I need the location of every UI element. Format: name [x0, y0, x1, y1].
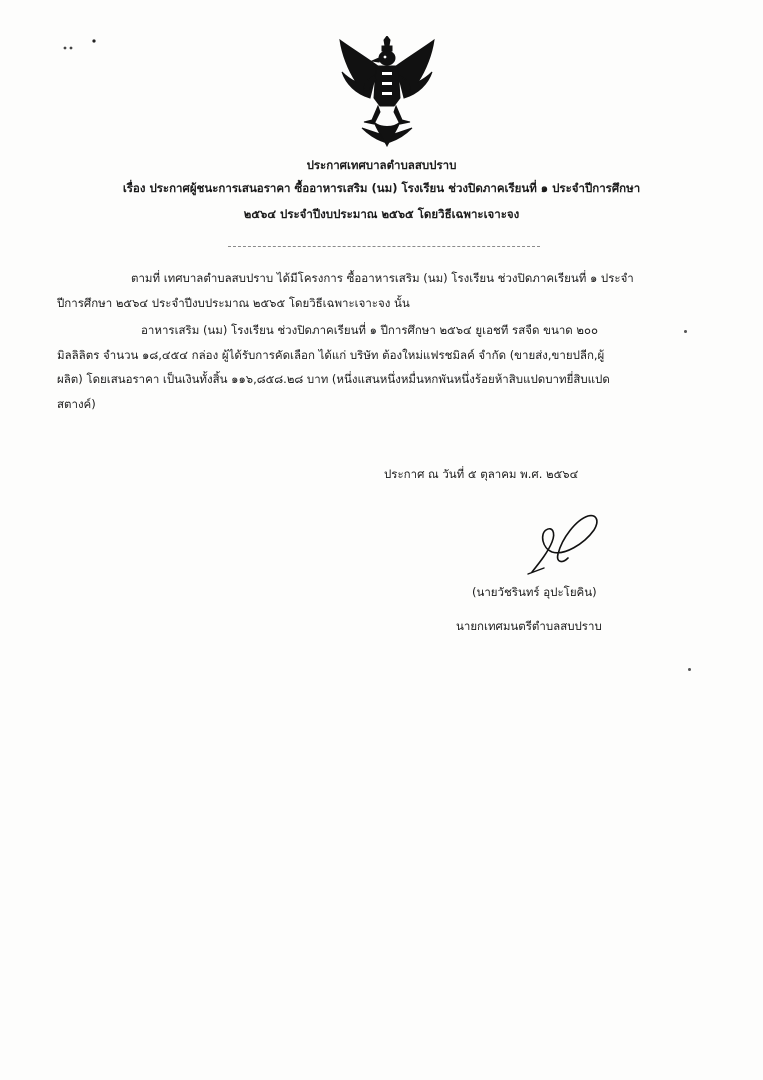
handwritten-signature [522, 508, 604, 578]
paragraph-project-line-2: ปีการศึกษา ๒๕๖๔ ประจำปีงบประมาณ ๒๕๖๕ โดยวิธีเฉพาะเจาะจง นั้น [57, 295, 410, 310]
scan-marks [62, 38, 102, 52]
paragraph-winner [57, 318, 695, 416]
scan-speck [684, 330, 687, 333]
signer-title: นายกเทศมนตรีตำบลสบปราบ [456, 619, 602, 633]
paragraph-project-line-1: ตามที่ เทศบาลตำบลสบปราบ ได้มีโครงการ ซื้ออาหารเสริม (นม) โรงเรียน ช่วงปิดภาคเรียนที่ ๑ ประจำ [131, 271, 634, 285]
subject-line-2: ๒๕๖๔ ประจำปีงบประมาณ ๒๕๖๕ โดยวิธีเฉพาะเจาะจง [243, 207, 520, 221]
announcement-date: ประกาศ ณ วันที่ ๕ ตุลาคม พ.ศ. ๒๕๖๔ [384, 467, 579, 481]
garuda-emblem-icon [334, 36, 440, 148]
paragraph-winner-line-2: มิลลิลิตร จำนวน ๑๘,๔๕๔ กล่อง ผู้ได้รับการคัดเลือก ได้แก่ บริษัท ต้องใหม่แฟรชมิลค์ จำกัด (ขายส่ง,ขายปลีก,ผู้ [57, 347, 605, 362]
subject-line-1: เรื่อง ประกาศผู้ชนะการเสนอราคา ซื้ออาหารเสริม (นม) โรงเรียน ช่วงปิดภาคเรียนที่ ๑ ประจำปีการศึกษา [122, 181, 641, 195]
signer-name: (นายวัชรินทร์ อุปะโยคิน) [472, 585, 597, 599]
paragraph-winner-line-4: สตางค์) [57, 396, 96, 411]
paragraph-winner-line-3: ผลิต) โดยเสนอราคา เป็นเงินทั้งสิ้น ๑๑๖,๘๕๘.๒๘ บาท (หนึ่งแสนหนึ่งหมื่นหกพันหนึ่งร้อยห้าสิบแปดบาทยี่สิบแปด [57, 372, 610, 386]
paragraph-winner-line-1: อาหารเสริม (นม) โรงเรียน ช่วงปิดภาคเรียนที่ ๑ ปีการศึกษา ๒๕๖๔ ยูเอชที รสจืด ขนาด ๒๐๐ [141, 323, 599, 337]
scan-speck [688, 668, 691, 671]
paragraph-project [57, 266, 695, 315]
announcement-title: ประกาศเทศบาลตำบลสบปราบ [306, 158, 457, 172]
header-divider [228, 246, 540, 247]
